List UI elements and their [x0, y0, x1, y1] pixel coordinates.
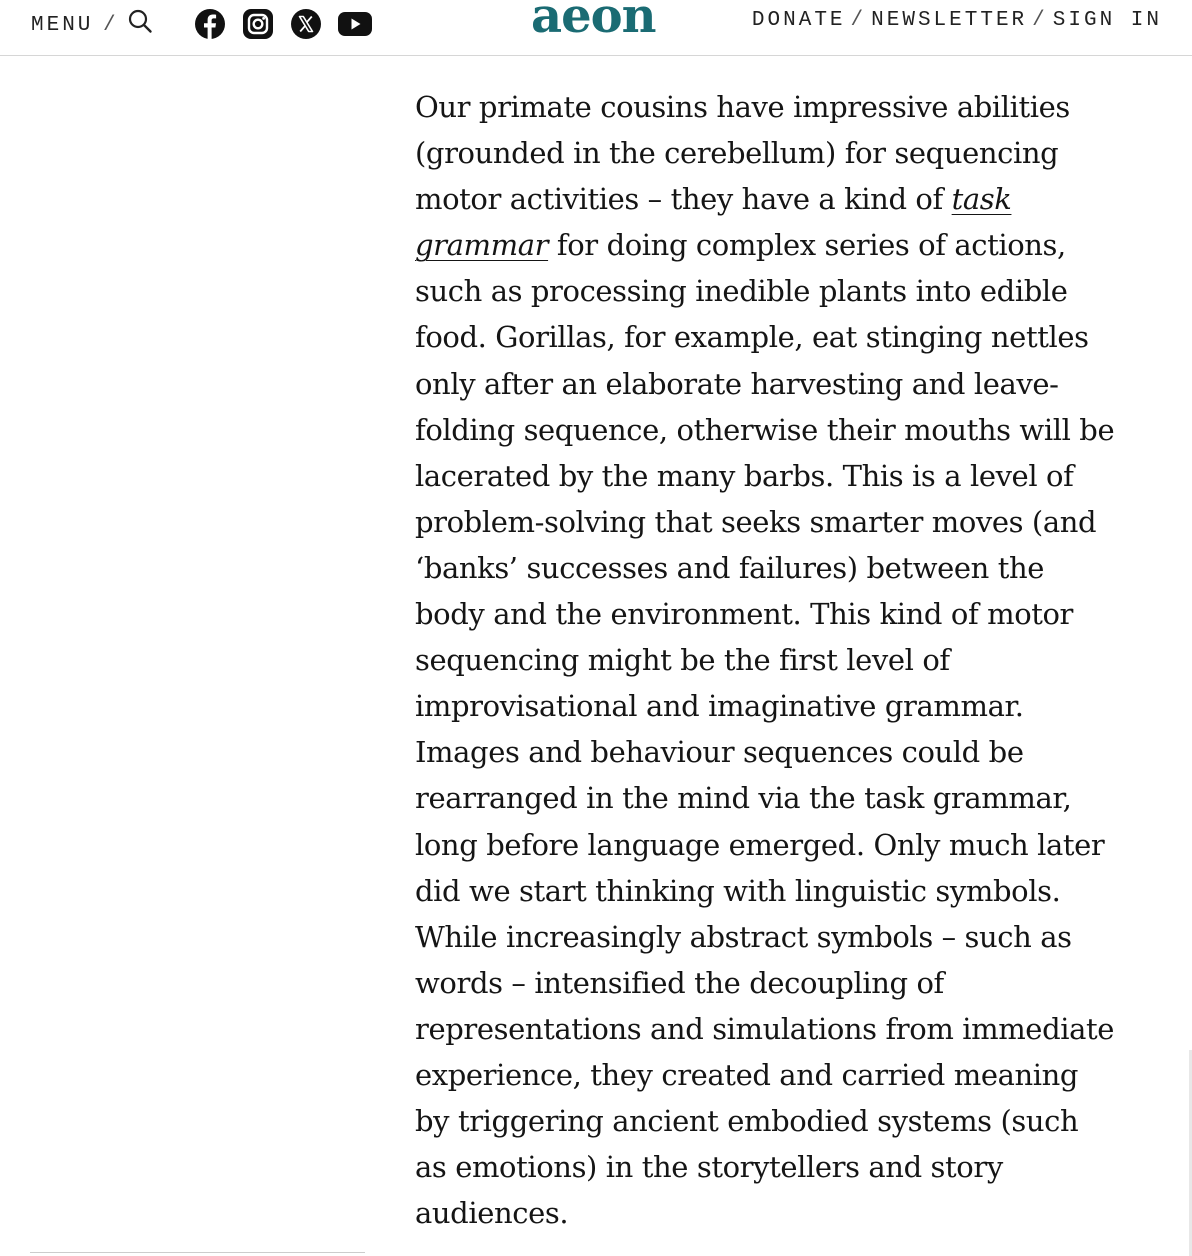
- menu-button[interactable]: MENU: [31, 14, 94, 37]
- divider: [30, 1252, 365, 1253]
- facebook-icon[interactable]: [194, 8, 226, 40]
- search-icon[interactable]: [127, 9, 153, 35]
- aeon-logo[interactable]: aeon: [531, 0, 656, 44]
- sign-in-link[interactable]: SIGN IN: [1052, 9, 1162, 32]
- paragraph-text: Our primate cousins have impressive abilities (grounded in the cerebellum) for sequencing motor activities – they have a kind of: [415, 90, 1070, 217]
- task-grammar-link[interactable]: task grammar: [415, 182, 1012, 263]
- article-paragraph: [415, 84, 1115, 1236]
- article-body: [415, 84, 1115, 1236]
- nav-separator: /: [850, 9, 867, 32]
- newsletter-link[interactable]: NEWSLETTER: [871, 9, 1028, 32]
- header-nav: [752, 9, 1162, 32]
- donate-link[interactable]: DONATE: [751, 9, 846, 32]
- nav-separator: /: [1032, 9, 1048, 32]
- instagram-icon[interactable]: [242, 8, 274, 40]
- site-header: [0, 0, 1192, 56]
- x-icon[interactable]: [290, 8, 322, 40]
- menu-separator: /: [103, 14, 119, 37]
- paragraph-text: for doing complex series of actions, such as processing inedible plants into edible food. Gorillas, for example, eat stinging nettles only after an elaborate harvesting and leave-folding sequence, otherwise their mouths will be lacerated by the many barbs. This is a level of problem-solving that seeks smarter moves (and ‘banks’ successes and failures) between the body and the environment. This kind of motor sequencing might be the first level of improvisational and imaginative grammar. Images and behaviour sequences could be rearranged in the mind via the task grammar, long before language emerged. Only much later did we start thinking with linguistic symbols. While increasingly abstract symbols – such as words – intensified the decoupling of representations and simulations from immediate experience, they created and carried meaning by triggering ancient embodied systems (such as emotions) in the storytellers and story audiences.: [415, 228, 1115, 1231]
- youtube-icon[interactable]: [337, 8, 373, 40]
